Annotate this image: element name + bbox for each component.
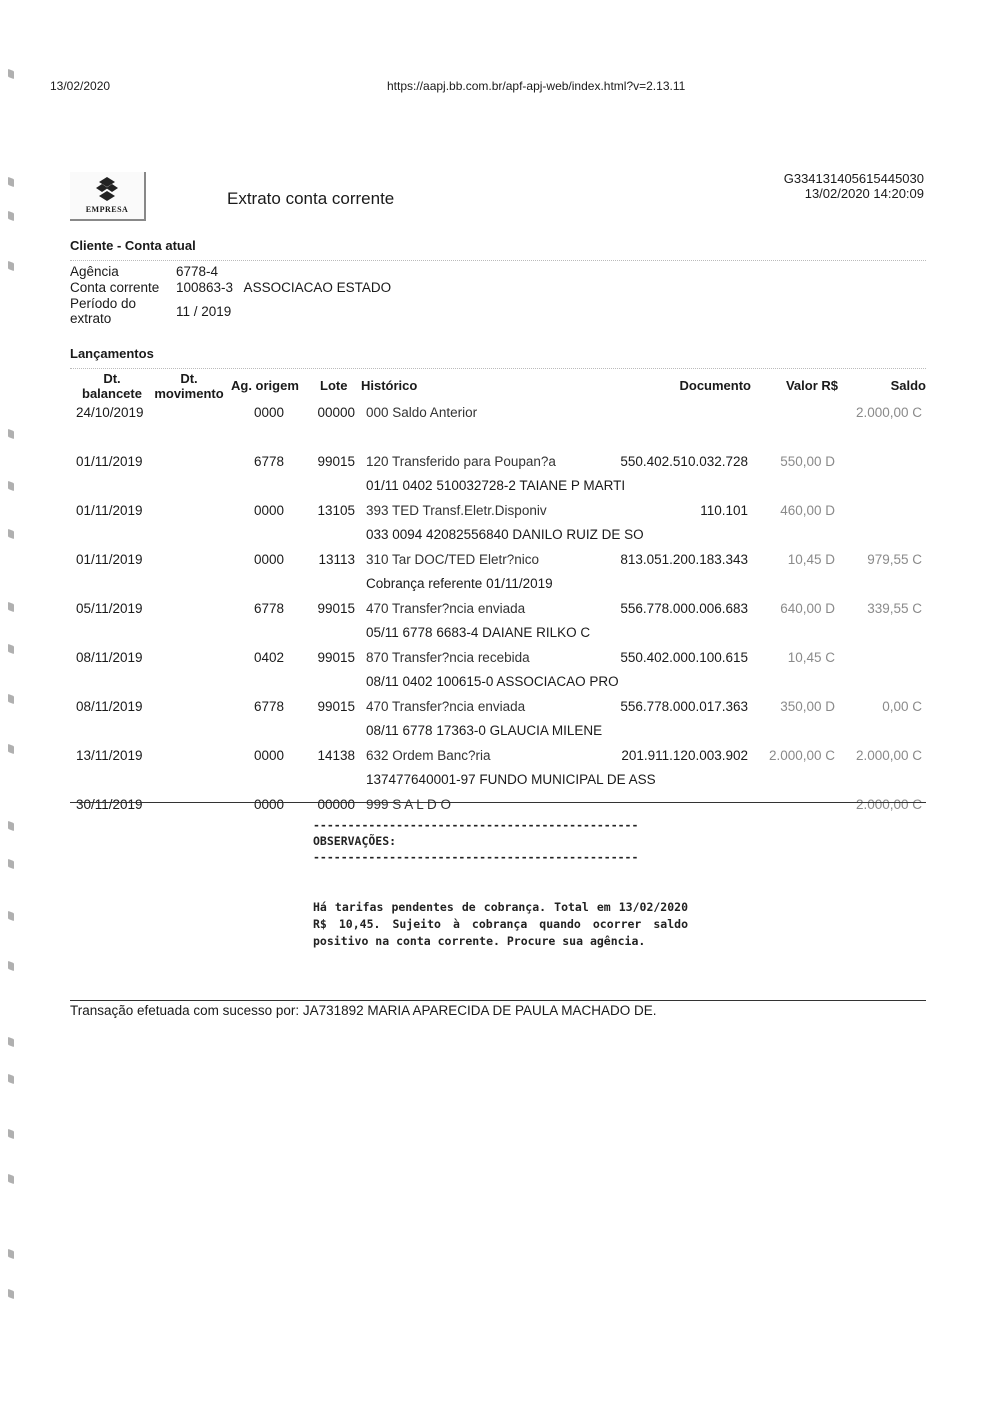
table-row (0, 699, 992, 748)
print-url: https://aapj.bb.com.br/apf-apj-web/index.html?v=2.13.11 (387, 79, 686, 93)
col-ag-origem: Ag. origem (231, 378, 299, 393)
page-title: Extrato conta corrente (227, 189, 395, 208)
table-row (0, 748, 992, 797)
cell-date: 01/11/2019 (76, 503, 143, 518)
col-historico: Histórico (361, 378, 418, 393)
cell-saldo: 2.000,00 C (855, 405, 922, 420)
cell-ag-origem: 0000 (253, 797, 284, 812)
col-saldo: Saldo (890, 378, 926, 393)
table-row (0, 552, 992, 601)
table-row (0, 405, 992, 454)
col-dt-balancete: Dt. balancete (82, 371, 142, 401)
cell-lote: 99015 (317, 699, 355, 714)
table-row (0, 503, 992, 552)
client-section-title: Cliente - Conta atual (70, 238, 196, 253)
footer-text: Transação efetuada com sucesso por: JA731892 MARIA APARECIDA DE PAULA MACHADO DE. (70, 1003, 657, 1018)
agency-label: Agência (70, 264, 119, 279)
period-label: Período do extrato (70, 296, 137, 326)
cell-historico-detail: 137477640001-97 FUNDO MUNICIPAL DE ASS (366, 772, 656, 787)
cell-documento: 550.402.510.032.728 (620, 454, 748, 469)
table-row (0, 601, 992, 650)
cell-date: 01/11/2019 (76, 552, 143, 567)
logo-label: EMPRESA (85, 205, 129, 214)
cell-ag-origem: 0402 (253, 650, 284, 665)
col-dt-movimento: Dt. movimento (154, 371, 224, 401)
cell-documento: 550.402.000.100.615 (620, 650, 748, 665)
cell-lote: 00000 (317, 405, 355, 420)
cell-ag-origem: 0000 (253, 552, 284, 567)
cell-saldo: 2.000,00 C (855, 797, 922, 812)
footer-rule (70, 1000, 926, 1001)
cell-lote: 14138 (317, 748, 355, 763)
cell-valor: 350,00 D (780, 699, 835, 714)
cell-date: 24/10/2019 (76, 405, 144, 420)
bank-logo (70, 172, 146, 221)
observations-text: Há tarifas pendentes de cobrança. Total em 13/02/2020 R$ 10,45. Sujeito à cobrança quando ocorrer saldo positivo na conta corrente. Procure sua agência. (313, 900, 688, 948)
cell-valor: 10,45 D (787, 552, 835, 567)
cell-valor: 10,45 C (787, 650, 835, 665)
cell-documento: 110.101 (700, 503, 748, 518)
cell-ag-origem: 6778 (253, 454, 284, 469)
cell-historico: 632 Ordem Banc?ria (366, 748, 491, 763)
entries-section-title: Lançamentos (70, 346, 154, 361)
cell-documento: 201.911.120.003.902 (621, 748, 748, 763)
cell-date: 01/11/2019 (76, 454, 143, 469)
document-timestamp: 13/02/2020 14:20:09 (804, 186, 924, 201)
document-code: G334131405615445030 (783, 171, 924, 186)
col-lote: Lote (320, 378, 348, 393)
cell-documento: 813.051.200.183.343 (620, 552, 748, 567)
period-value: 11 / 2019 (176, 304, 232, 319)
cell-valor: 640,00 D (780, 601, 835, 616)
cell-date: 13/11/2019 (76, 748, 143, 763)
cell-saldo: 0,00 C (882, 699, 922, 714)
bb-logo-icon (92, 176, 122, 202)
cell-lote: 13105 (317, 503, 355, 518)
cell-ag-origem: 0000 (253, 405, 284, 420)
observations-rule-top: ----------------------------------------------- (313, 818, 639, 832)
table-row (0, 650, 992, 699)
observations-block (313, 818, 638, 864)
cell-documento: 556.778.000.017.363 (620, 699, 748, 714)
cell-valor: 2.000,00 C (768, 748, 835, 763)
print-date: 13/02/2020 (50, 79, 111, 93)
cell-lote: 99015 (317, 601, 355, 616)
cell-historico: 000 Saldo Anterior (366, 405, 478, 420)
cell-lote: 99015 (317, 650, 355, 665)
cell-lote: 99015 (317, 454, 355, 469)
cell-saldo: 2.000,00 C (855, 748, 922, 763)
cell-historico: 310 Tar DOC/TED Eletr?nico (366, 552, 540, 567)
observations-rule-bottom: ----------------------------------------------- (313, 850, 639, 864)
divider (70, 260, 926, 261)
cell-ag-origem: 0000 (253, 748, 284, 763)
cell-date: 08/11/2019 (76, 650, 143, 665)
cell-date: 08/11/2019 (76, 699, 143, 714)
cell-saldo: 979,55 C (867, 552, 922, 567)
cell-historico-detail: 08/11 6778 17363-0 GLAUCIA MILENE (366, 723, 603, 738)
cell-historico: 393 TED Transf.Eletr.Disponiv (366, 503, 547, 518)
cell-ag-origem: 6778 (253, 601, 284, 616)
cell-historico: 470 Transfer?ncia enviada (366, 601, 526, 616)
cell-historico: 870 Transfer?ncia recebida (366, 650, 530, 665)
cell-saldo: 339,55 C (867, 601, 922, 616)
cell-historico-detail: 033 0094 42082556840 DANILO RUIZ DE SO (366, 527, 644, 542)
col-documento: Documento (679, 378, 751, 393)
cell-historico-detail: 05/11 6778 6683-4 DAIANE RILKO C (366, 625, 591, 640)
cell-ag-origem: 6778 (253, 699, 284, 714)
cell-historico: 999 S A L D O (366, 797, 452, 812)
cell-documento: 556.778.000.006.683 (620, 601, 748, 616)
divider (70, 368, 926, 369)
cell-historico: 120 Transferido para Poupan?a (366, 454, 556, 469)
cell-date: 05/11/2019 (76, 601, 143, 616)
account-value: 100863-3 ASSOCIACAO ESTADO (176, 280, 392, 295)
table-bottom-rule (70, 802, 926, 803)
document-code-block (784, 171, 924, 201)
cell-historico-detail: 01/11 0402 510032728-2 TAIANE P MARTI (366, 478, 626, 493)
cell-valor: 550,00 D (780, 454, 835, 469)
cell-lote: 13113 (318, 552, 355, 567)
agency-value: 6778-4 (176, 264, 219, 279)
cell-ag-origem: 0000 (253, 503, 284, 518)
cell-lote: 00000 (317, 797, 355, 812)
account-label: Conta corrente (70, 280, 160, 295)
observations-title: OBSERVAÇÕES: (313, 834, 397, 848)
col-valor: Valor R$ (785, 378, 838, 393)
cell-historico: 470 Transfer?ncia enviada (366, 699, 526, 714)
cell-historico-detail: 08/11 0402 100615-0 ASSOCIACAO PRO (366, 674, 619, 689)
cell-historico-detail: Cobrança referente 01/11/2019 (366, 576, 553, 591)
table-row (0, 454, 992, 503)
cell-valor: 460,00 D (780, 503, 835, 518)
cell-date: 30/11/2019 (76, 797, 143, 812)
